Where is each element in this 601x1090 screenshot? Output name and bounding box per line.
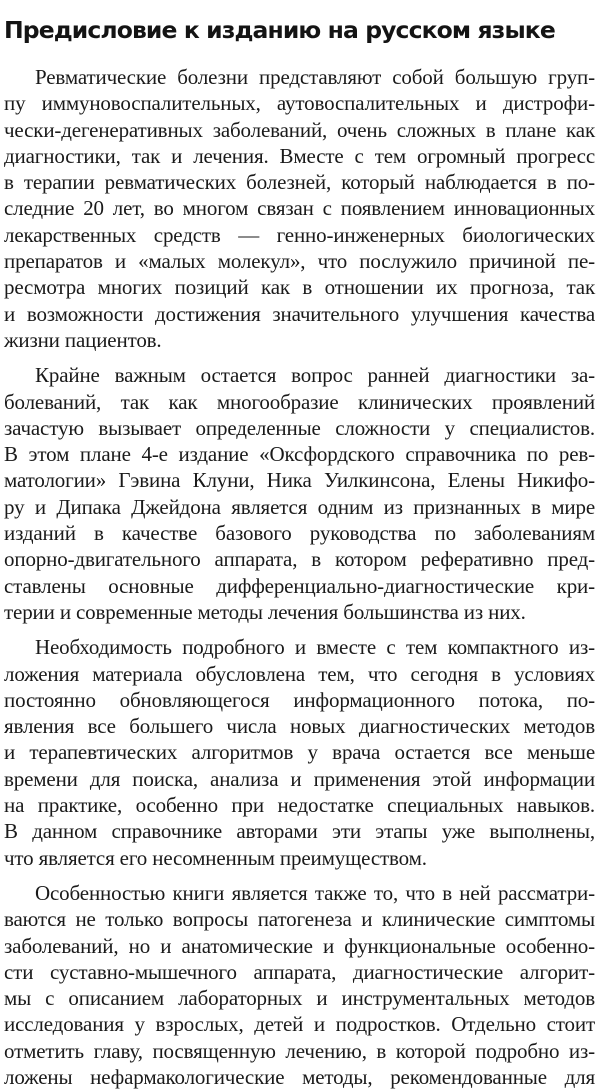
text-line: жизни пациентов. bbox=[4, 327, 162, 352]
text-line: чески-дегенеративных заболеваний, очень сложных в плане как bbox=[4, 117, 595, 142]
text-line: сти суставно-мышечного аппарата, диагностические алгорит- bbox=[4, 959, 595, 984]
text-line: мы с описанием лабораторных и инструментальных методов bbox=[4, 986, 595, 1011]
text-line: пу иммуновоспалительных, аутовоспалительных и дистрофи- bbox=[4, 91, 595, 116]
text-line: и возможности достижения значительного улучшения качества bbox=[4, 301, 595, 326]
text-line: ру и Дипака Джейдона является одним из признанных в мире bbox=[4, 494, 595, 519]
text-line: времени для поиска, анализа и применения этой информации bbox=[4, 766, 595, 791]
text-line: Ревматические болезни представляют собой большую груп- bbox=[35, 65, 595, 89]
text-line: ресмотра многих позиций как в отношении их прогноза, так bbox=[4, 275, 595, 300]
text-line: Особенностью книги является также то, что в ней рассматри- bbox=[35, 880, 595, 905]
text-line: Крайне важным остается вопрос ранней диагностики за- bbox=[35, 363, 595, 388]
body-text bbox=[4, 64, 595, 1090]
text-line: В данном справочнике авторами эти этапы уже выполнены, bbox=[4, 819, 595, 844]
text-line: ложены нефармакологические методы, рекомендованные для bbox=[4, 1064, 595, 1089]
text-line: опорно-двигательного аппарата, в котором реферативно пред- bbox=[4, 547, 595, 572]
text-line: исследования у взрослых, детей и подростков. Отдельно стоит bbox=[4, 1012, 595, 1037]
text-line: ваются не только вопросы патогенеза и клинические симптомы bbox=[4, 907, 595, 932]
text-line: явления все большего числа новых диагностических методов bbox=[4, 714, 595, 739]
paragraph-1 bbox=[4, 64, 595, 353]
text-line: Необходимость подробного и вместе с тем компактного из- bbox=[35, 635, 595, 660]
paragraph-2 bbox=[4, 362, 595, 625]
text-line: диагностики, так и лечения. Вместе с тем огромный прогресс bbox=[4, 143, 595, 168]
text-line: В этом плане 4-е издание «Оксфордского справочника по рев- bbox=[4, 442, 595, 467]
text-line: и терапевтических алгоритмов у врача остается все меньше bbox=[4, 740, 595, 765]
paragraph-4 bbox=[4, 880, 595, 1090]
text-line: на практике, особенно при недостатке специальных навыков. bbox=[4, 793, 595, 818]
text-line: в терапии ревматических болезней, который наблюдается в по- bbox=[4, 170, 595, 195]
text-line: болеваний, так как многообразие клинических проявлений bbox=[4, 389, 595, 414]
text-line: лекарственных средств — генно-инженерных биологических bbox=[4, 222, 595, 247]
text-line: что является его несомненным преимуществом. bbox=[4, 845, 427, 870]
text-line: отметить главу, посвященную лечению, в которой подробно из- bbox=[4, 1038, 595, 1063]
text-line: ставлены основные дифференциально-диагностические кри- bbox=[4, 573, 595, 598]
text-line: следние 20 лет, во многом связан с появлением инновационных bbox=[4, 196, 595, 221]
text-line: зачастую вызывает определенные сложности у специалистов. bbox=[4, 415, 595, 440]
text-line: постоянно обновляющегося информационного потока, по- bbox=[4, 687, 595, 712]
text-line: препаратов и «малых молекул», что послужило причиной пе- bbox=[4, 249, 595, 274]
text-line: изданий в качестве базового руководства по заболеваниям bbox=[4, 521, 595, 546]
text-line: ложения материала обусловлена тем, что сегодня в условиях bbox=[4, 661, 595, 686]
text-line: заболеваний, но и анатомические и функциональные особенно- bbox=[4, 933, 595, 958]
paragraph-3 bbox=[4, 634, 595, 871]
page-title: Предисловие к изданию на русском языке bbox=[4, 16, 555, 44]
text-line: терии и современные методы лечения большинства из них. bbox=[4, 599, 526, 624]
text-line: матологии» Гэвина Клуни, Ника Уилкинсона, Елены Никифо- bbox=[4, 468, 595, 493]
